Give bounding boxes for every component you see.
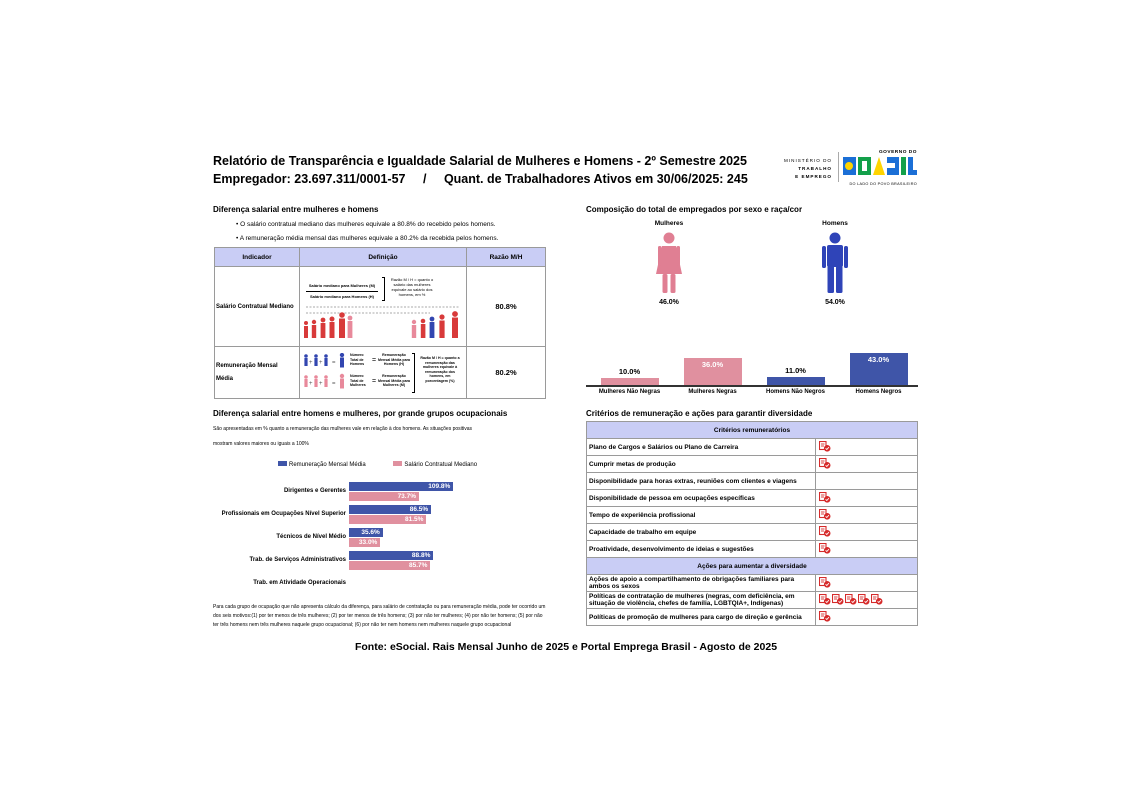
criteria-icons <box>816 541 918 558</box>
bar-1: 33.0% <box>349 538 380 547</box>
women-avg-label: Remuneração Mensal Média para Mulheres (M) <box>378 374 410 387</box>
legend-swatch-rem <box>278 461 287 466</box>
bar-2 <box>767 377 825 385</box>
category-label: Mulheres Negras <box>688 389 737 395</box>
category-label: Homens Negros <box>855 389 902 395</box>
gov-top-text: GOVERNO DO <box>878 150 917 155</box>
woman-figure-icon <box>654 232 684 294</box>
criteria-label: Capacidade de trabalho em equipe <box>587 524 816 541</box>
definition-cell <box>300 267 467 347</box>
checkmark-badge-icon <box>819 509 831 520</box>
criteria-label: Tempo de experiência profissional <box>587 507 816 524</box>
women-label: Mulheres <box>654 220 684 227</box>
indicator-cell <box>215 347 300 399</box>
table-row <box>215 347 546 399</box>
checkmark-badge-icon <box>819 441 831 452</box>
logo-divider <box>838 152 839 182</box>
bar-1: 81.5% <box>349 515 426 524</box>
fraction-top: Salário mediano para Mulheres (M) <box>306 281 378 292</box>
salary-gap-title: Diferença salarial entre mulheres e homens <box>213 205 379 214</box>
checkmark-badge-icon <box>858 594 870 605</box>
people-sum-illustration-icon <box>302 353 350 393</box>
checkmark-badge-icon <box>819 526 831 537</box>
svg-text:+: + <box>309 360 313 366</box>
criteria-icons <box>816 490 918 507</box>
brace <box>382 277 385 301</box>
indicator-line: Remuneração Mensal <box>216 362 278 369</box>
bar-value-label: 10.0% <box>618 366 641 376</box>
legend-label: Remuneração Mensal Média <box>289 462 366 468</box>
race-gender-bar-chart <box>586 340 918 402</box>
legend-label: Salário Contratual Mediano <box>404 462 478 468</box>
employer-line <box>213 172 748 186</box>
criteria-label: Cumprir metas de produção <box>587 456 816 473</box>
table-row <box>587 456 918 473</box>
men-pct: 54.0% <box>825 299 845 306</box>
category-label: Trab. de Serviços Administrativos <box>249 557 346 563</box>
indicator-line: Média <box>216 375 234 382</box>
table-row <box>587 524 918 541</box>
ministry-logo <box>782 157 832 181</box>
source-footer: Fonte: eSocial. Rais Mensal Junho de 2025 e Portal Emprega Brasil - Agosto de 2025 <box>354 641 778 653</box>
criteria-title: Critérios de remuneração e ações para garantir diversidade <box>586 409 813 418</box>
category-label: Homens Não Negros <box>765 389 825 395</box>
bar-0 <box>601 378 659 385</box>
bar-0: 86.5% <box>349 505 431 514</box>
men-count-label: Número Total de Homens <box>350 353 365 366</box>
occupational-intro: mostram valores maiores ou iguais a 100% <box>213 441 309 447</box>
occupational-title: Diferença salarial entre homens e mulheres, por grande grupos ocupacionais <box>213 409 508 418</box>
gov-brasil-logo <box>843 150 917 186</box>
bar-value-label: 11.0% <box>785 365 806 375</box>
salary-gap-bullet: • O salário contratual mediano das mulheres equivale a 80.8% do recebido pelos homens. <box>236 221 496 228</box>
svg-text:+: + <box>309 381 313 387</box>
men-avg-label: Remuneração Mensal Média para Homens (H) <box>378 353 410 366</box>
criteria-section-header: Ações para aumentar a diversidade <box>587 558 918 575</box>
criteria-icons <box>816 524 918 541</box>
criteria-icons <box>816 609 918 626</box>
category-label: Mulheres Não Negras <box>598 389 661 395</box>
checkmark-badge-icon <box>845 594 857 605</box>
x-axis-line <box>586 385 918 387</box>
men-label: Homens <box>822 220 848 227</box>
occupational-intro: São apresentadas em % quanto a remuneração das mulheres vale em relação à dos homens. As situações positivas <box>213 426 473 432</box>
man-figure-icon <box>820 232 850 294</box>
legend <box>278 461 477 468</box>
indicator-cell: Salário Contratual Mediano <box>215 267 300 347</box>
criteria-label: Ações de apoio a compartilhamento de obrigações familiares para ambos os sexos <box>587 575 816 592</box>
bar-1: 73.7% <box>349 492 419 501</box>
fraction-bottom: Salário mediano para Homens (H) <box>309 294 374 299</box>
checkmark-badge-icon <box>819 492 831 503</box>
definition-note: Razão M / H = quanto a remuneração das mulheres equivale à remuneração dos homens, em porcentagem (%) <box>420 356 460 383</box>
header-separator: / <box>422 172 427 186</box>
criteria-icons <box>816 473 918 490</box>
criteria-section-header: Critérios remuneratórios <box>587 422 918 439</box>
criteria-label: Políticas de contratação de mulheres (negras, com deficiência, em situação de violência, chefes de família, LGBTQIA+, Indígenas) <box>587 592 816 609</box>
composition-title: Composição do total de empregados por sexo e raça/cor <box>586 205 803 214</box>
bar-value-label: 36.0% <box>701 360 724 370</box>
bar-0: 88.8% <box>349 551 433 560</box>
workers-count: Quant. de Trabalhadores Ativos em 30/06/2025: 245 <box>443 172 748 186</box>
table-row <box>587 473 918 490</box>
table-row <box>587 490 918 507</box>
checkmark-badge-icon <box>832 594 844 605</box>
checkmark-badge-icon <box>819 611 831 622</box>
bar-1: 85.7% <box>349 561 430 570</box>
table-row <box>587 439 918 456</box>
women-pct: 46.0% <box>659 299 679 306</box>
bar-0: 35.6% <box>349 528 383 537</box>
table-row <box>587 575 918 592</box>
table-row <box>587 541 918 558</box>
category-label: Profissionais em Ocupações Nível Superior <box>221 511 346 517</box>
bar-0: 109.8% <box>349 482 453 491</box>
checkmark-badge-icon <box>819 577 831 588</box>
criteria-icons <box>816 575 918 592</box>
criteria-label: Políticas de promoção de mulheres para cargo de direção e gerência <box>587 609 816 626</box>
criteria-label: Disponibilidade de pessoa em ocupações específicas <box>587 490 816 507</box>
header-indicator: Indicador <box>215 248 300 267</box>
report-title: Relatório de Transparência e Igualdade Salarial de Mulheres e Homens - 2º Semestre 2025 <box>213 154 747 168</box>
people-median-illustration-icon <box>300 303 464 347</box>
definition-cell <box>300 347 467 399</box>
svg-text:+: + <box>319 381 323 387</box>
equals-sign: = <box>372 357 377 364</box>
equals-sign: = <box>372 378 377 385</box>
category-label: Técnicos de Nível Médio <box>276 534 346 540</box>
women-count-label: Número Total de Mulheres <box>350 374 366 387</box>
checkmark-badge-icon <box>819 458 831 469</box>
svg-text:=: = <box>332 381 336 387</box>
svg-text:+: + <box>319 360 323 366</box>
table-row <box>215 267 546 347</box>
legend-swatch-sal <box>393 461 402 466</box>
ministry-line: MINISTÉRIO DO <box>784 158 832 163</box>
category-label: Trab. em Atividade Operacionais <box>253 580 346 586</box>
salary-gap-table <box>214 247 546 399</box>
criteria-icons <box>816 439 918 456</box>
ministry-line: TRABALHO <box>798 166 832 171</box>
header-ratio: Razão M/H <box>467 248 546 267</box>
salary-gap-bullet: • A remuneração média mensal das mulheres equivale a 80.2% da recebida pelos homens. <box>236 235 499 242</box>
bar-value-label: 43.0% <box>867 355 890 364</box>
brasil-wordmark-icon <box>843 155 917 177</box>
brace <box>412 353 415 393</box>
occupational-footnote: Para cada grupo de ocupação que não apresenta cálculo da diferença, para salário de contratação ou para remuneração média, pode ter ocorrido um dos seis motivos:(1) por ter menos de três mulheres; (2) por ter menos de três homens; (3) por não ter mulheres; (4) por não ter homens; (5) por não ter três homens nem três mulheres naquele grupo ocupacional; (6) por não ter nem homens nem mulheres naquele grupo ocupacional <box>213 604 546 628</box>
gov-sub-text: DO LADO DO POVO BRASILEIRO <box>849 182 917 186</box>
employer-id: Empregador: 23.697.311/0001-57 <box>213 172 406 186</box>
definition-note: Razão M / H = quanto o salário das mulheres equivale ao salário dos homens, em % <box>390 277 434 297</box>
table-row <box>587 609 918 626</box>
fraction <box>306 281 378 302</box>
criteria-label: Disponibilidade para horas extras, reuniões com clientes e viagens <box>587 473 816 490</box>
checkmark-badge-icon <box>819 594 831 605</box>
ministry-line: E EMPREGO <box>795 174 832 179</box>
criteria-label: Proatividade, desenvolvimento de ideias e sugestões <box>587 541 816 558</box>
checkmark-badge-icon <box>871 594 883 605</box>
svg-text:=: = <box>332 360 336 366</box>
criteria-icons <box>816 507 918 524</box>
occupational-bar-chart <box>206 478 546 590</box>
table-row <box>587 507 918 524</box>
ratio-cell: 80.2% <box>467 347 546 399</box>
checkmark-badge-icon <box>819 543 831 554</box>
ratio-cell: 80.8% <box>467 267 546 347</box>
criteria-icons <box>816 592 918 609</box>
criteria-table <box>586 421 918 626</box>
table-row <box>587 592 918 609</box>
criteria-label: Plano de Cargos e Salários ou Plano de Carreira <box>587 439 816 456</box>
category-label: Dirigentes e Gerentes <box>283 488 346 494</box>
criteria-icons <box>816 456 918 473</box>
header-definition: Definição <box>300 248 467 267</box>
